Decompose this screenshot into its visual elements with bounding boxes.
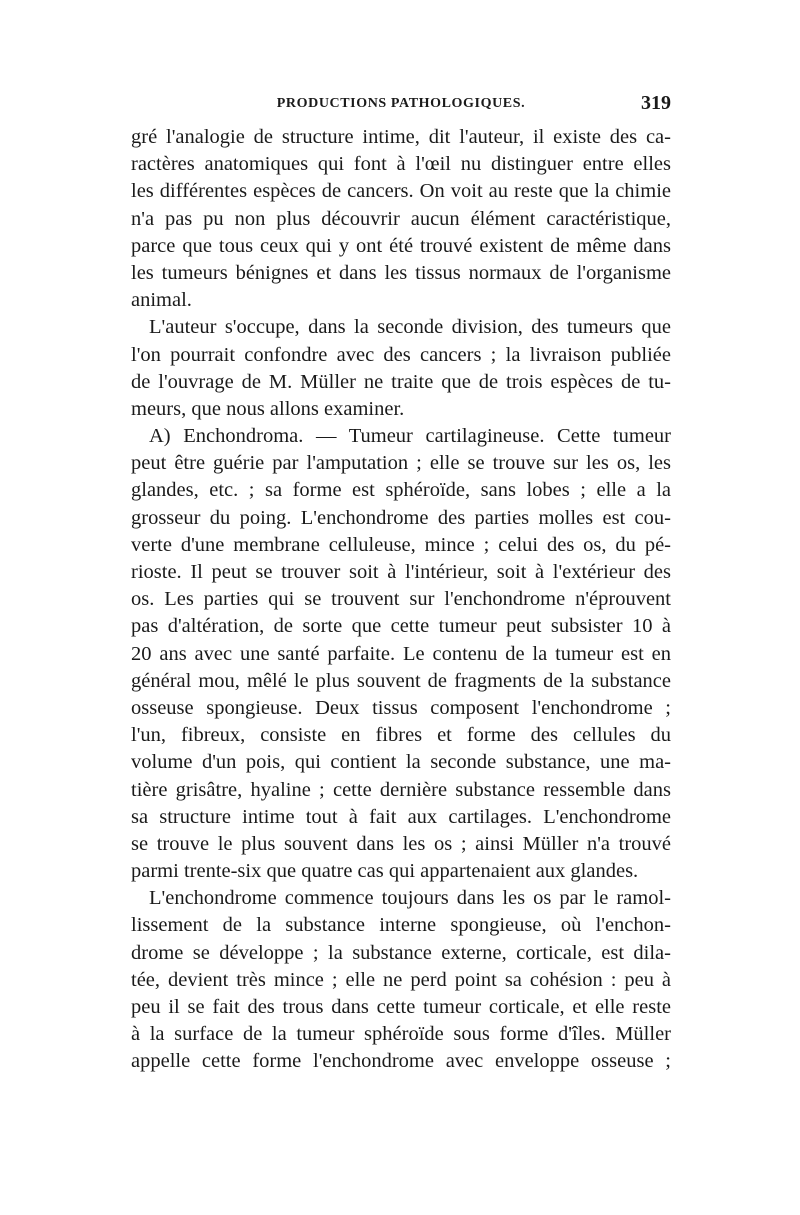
paragraph-start-line: L'enchondrome commence toujours dans les os par le ramol- — [149, 887, 671, 910]
running-title: PRODUCTIONS PATHOLOGIQUES. — [276, 96, 526, 111]
text-line: os. Les parties qui se trouvent sur l'enchondrome n'éprouvent — [131, 588, 671, 611]
text-line: général mou, mêlé le plus souvent de fragments de la substance — [131, 669, 671, 692]
text-line: glandes, etc. ; sa forme est sphéroïde, sans lobes ; elle a la — [131, 479, 671, 502]
page-number: 319 — [641, 92, 671, 114]
text-line: se trouve le plus souvent dans les os ; ainsi Müller n'a trouvé — [131, 832, 671, 855]
book-page — [131, 92, 671, 1076]
text-line: osseuse spongieuse. Deux tissus composent l'enchondrome ; — [131, 696, 671, 719]
section-heading-line: A) Enchondroma. — Tumeur cartilagineuse. Cette tumeur — [149, 425, 671, 448]
text-line: lissement de la substance interne spongieuse, où l'enchon- — [131, 914, 671, 937]
text-line: verte d'une membrane celluleuse, mince ; celui des os, du pé- — [131, 533, 671, 556]
text-line: tière grisâtre, hyaline ; cette dernière substance ressemble dans — [131, 778, 671, 801]
text-line: drome se développe ; la substance externe, corticale, est dila- — [131, 941, 671, 964]
paragraph-start-line: L'auteur s'occupe, dans la seconde division, des tumeurs que — [149, 316, 671, 339]
text-line: 20 ans avec une santé parfaite. Le contenu de la tumeur est en — [131, 642, 671, 665]
body-text — [131, 124, 671, 1076]
text-line: l'on pourrait confondre avec des cancers ; la livraison publiée — [131, 343, 671, 366]
text-line: les différentes espèces de cancers. On voit au reste que la chimie — [131, 180, 671, 203]
text-line: les tumeurs bénignes et dans les tissus normaux de l'organisme — [131, 261, 671, 284]
text-line: ractères anatomiques qui font à l'œil nu distinguer entre elles — [131, 153, 671, 176]
text-line: pas d'altération, de sorte que cette tumeur peut subsister 10 à — [131, 615, 671, 638]
text-line: de l'ouvrage de M. Müller ne traite que de trois espèces de tu- — [131, 370, 671, 393]
paragraph-end-line: parmi trente-six que quatre cas qui appartenaient aux glandes. — [131, 860, 639, 883]
text-line: peu il se fait des trous dans cette tumeur corticale, et elle reste — [131, 996, 671, 1018]
text-line: grosseur du poing. L'enchondrome des parties molles est cou- — [131, 506, 671, 529]
text-line: parce que tous ceux qui y ont été trouvé existent de même dans — [131, 234, 671, 257]
text-line: rioste. Il peut se trouver soit à l'intérieur, soit à l'extérieur des — [131, 561, 671, 583]
text-line: appelle cette forme l'enchondrome avec enveloppe osseuse ; — [131, 1050, 671, 1073]
text-line: l'un, fibreux, consiste en fibres et forme des cellules du — [131, 724, 671, 747]
paragraph-end-line: animal. — [131, 289, 192, 312]
text-line: gré l'analogie de structure intime, dit l'auteur, il existe des ca- — [131, 126, 671, 148]
text-line: n'a pas pu non plus découvrir aucun élément caractéristique, — [131, 207, 671, 230]
paragraph-end-line: meurs, que nous allons examiner. — [131, 397, 405, 420]
text-line: à la surface de la tumeur sphéroïde sous forme d'îles. Müller — [131, 1023, 671, 1046]
text-line: peut être guérie par l'amputation ; elle se trouve sur les os, les — [131, 452, 671, 475]
text-line: tée, devient très mince ; elle ne perd point sa cohésion : peu à — [131, 968, 671, 991]
text-line: sa structure intime tout à fait aux cartilages. L'enchondrome — [131, 805, 671, 828]
running-head — [131, 92, 671, 120]
text-line: volume d'un pois, qui contient la seconde substance, une ma- — [131, 751, 671, 774]
